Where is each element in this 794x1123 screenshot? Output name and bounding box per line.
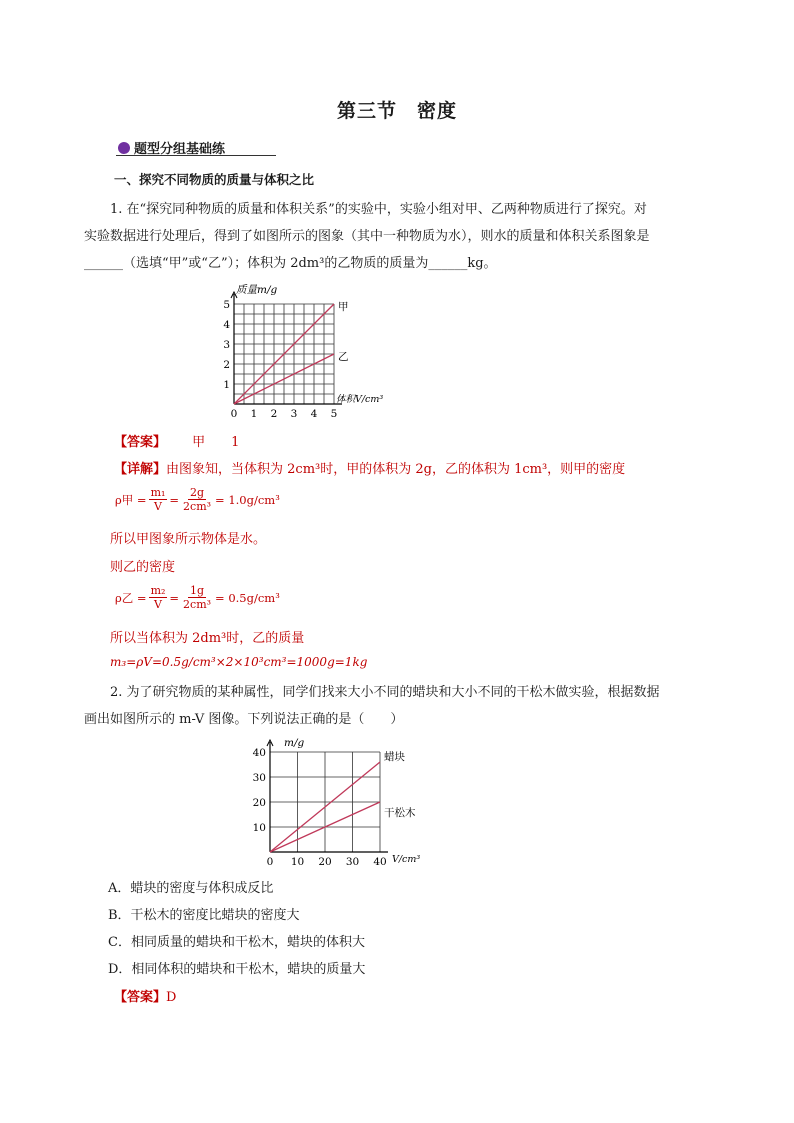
y-axis-label: 质量m/g [236, 284, 278, 296]
x-tick-label: 20 [318, 856, 332, 868]
x-tick-label: 3 [290, 408, 298, 420]
x-tick-label: 5 [330, 408, 338, 420]
f2-result: = 0.5g/cm³ [215, 590, 280, 605]
y-tick-label: 5 [223, 299, 230, 311]
f2-den2: 2cm³ [183, 598, 212, 611]
purple-dot-icon [118, 142, 130, 154]
x-axis-label: 体积V/cm³ [336, 394, 384, 405]
f1-result: = 1.0g/cm³ [215, 492, 280, 507]
page-title: 第三节 密度 [336, 100, 457, 122]
q2-answer-label: 【答案】 [114, 990, 167, 1005]
x-tick-label: 2 [270, 408, 278, 420]
q2-line1: 2. 为了研究物质的某种属性，同学们找来大小不同的蜡块和大小不同的干松木做实验，根据数据 [110, 685, 660, 700]
x-tick-label: 10 [290, 856, 305, 868]
q1-answer-label: 【答案】 [114, 435, 167, 450]
f2-lhs: ρ乙 = [115, 590, 147, 605]
q1-answer-values: 甲 1 [192, 435, 240, 450]
formula-density-jia: ρ甲 = $\frac{\text{m₁}}{V}$ = $\frac{2g}{\text{2cm³}}$ = 1.0g/cm³ [115, 486, 280, 513]
y-tick-label: 1 [223, 379, 230, 391]
option-c: C．相同质量的蜡块和干松木，蜡块的体积大 [108, 935, 365, 950]
f1-lhs: ρ甲 = [115, 492, 147, 507]
formula-density-yi: ρ乙 = $\frac{\text{m₂}}{V}$ = $\frac{1g}{\text{2cm³}}$ = 0.5g/cm³ [115, 584, 280, 611]
f2-frac2 [181, 584, 213, 611]
option-b: B．干松木的密度比蜡块的密度大 [108, 908, 300, 923]
x-tick-label: 0 [230, 408, 238, 420]
q2-text [84, 679, 714, 733]
q1-mass-calc: m₃=ρV=0.5g/cm³×2×10³cm³=1000g=1kg [110, 655, 368, 669]
x-tick-label: 0 [266, 856, 274, 868]
series-label: 乙 [338, 351, 349, 363]
badge-underline [116, 155, 276, 156]
q1-detail-label: 【详解】 [114, 462, 167, 477]
f1-num2: 2g [190, 486, 205, 499]
q1-conclusion: 所以甲图象所示物体是水。 [110, 532, 267, 547]
f1-frac2 [181, 486, 213, 513]
option-d: D．相同体积的蜡块和干松木，蜡块的质量大 [108, 962, 366, 977]
chart-2 [240, 732, 440, 872]
option-a: A．蜡块的密度与体积成反比 [108, 881, 274, 896]
q1-volume-text: 所以当体积为 2dm³时，乙的质量 [110, 631, 305, 646]
y-tick-label: 10 [252, 822, 266, 834]
series-label: 干松木 [384, 807, 416, 819]
chart-1 [214, 280, 404, 428]
x-tick-label: 4 [310, 408, 318, 420]
y-tick-label: 2 [223, 359, 230, 371]
series-label: 蜡块 [384, 751, 405, 763]
y-tick-label: 40 [252, 747, 266, 759]
q2-line2: 画出如图所示的 m-V 图像。下列说法正确的是（ ） [84, 712, 404, 727]
f2-num1: m₂ [150, 584, 166, 597]
section-heading: 一、探究不同物质的质量与体积之比 [114, 172, 315, 187]
f2-den1: V [154, 598, 162, 611]
q1-detail [114, 458, 625, 477]
series-label: 甲 [338, 301, 349, 313]
y-tick-label: 4 [223, 319, 230, 331]
f1-den1: V [154, 500, 162, 513]
badge-label: 题型分组基础练 [134, 142, 226, 157]
x-tick-label: 30 [345, 856, 360, 868]
q1-line1: 1. 在“探究同种物质的质量和体积关系”的实验中，实验小组对甲、乙两种物质进行了探究。对 [110, 202, 647, 217]
f2-frac1 [149, 584, 168, 611]
q1-detail-text: 由图象知，当体积为 2cm³时，甲的体积为 2g，乙的体积为 1cm³，则甲的密度 [166, 462, 626, 477]
y-axis-label: m/g [284, 737, 305, 749]
chart-2-plot [253, 737, 421, 868]
x-tick-label: 1 [250, 408, 258, 420]
f1-num1: m₁ [150, 486, 166, 499]
f2-num2: 1g [190, 584, 205, 597]
chart-1-plot [223, 284, 383, 420]
q1-then: 则乙的密度 [110, 560, 176, 575]
x-axis-label: V/cm³ [392, 854, 421, 865]
q2-answer-value: D [166, 990, 177, 1005]
f1-den2: 2cm³ [183, 500, 212, 513]
y-tick-label: 20 [252, 797, 266, 809]
q1-line3: ______（选填“甲”或“乙”）；体积为 2dm³的乙物质的质量为______kg。 [84, 256, 497, 271]
f1-frac1 [149, 486, 168, 513]
q1-answer [114, 431, 239, 450]
q2-answer [114, 986, 176, 1005]
q1-text [84, 196, 714, 277]
y-tick-label: 3 [223, 339, 230, 351]
q1-line2: 实验数据进行处理后，得到了如图所示的图象（其中一种物质为水），则水的质量和体积关系图象是 [84, 229, 650, 244]
y-tick-label: 30 [252, 772, 266, 784]
x-tick-label: 40 [373, 856, 387, 868]
